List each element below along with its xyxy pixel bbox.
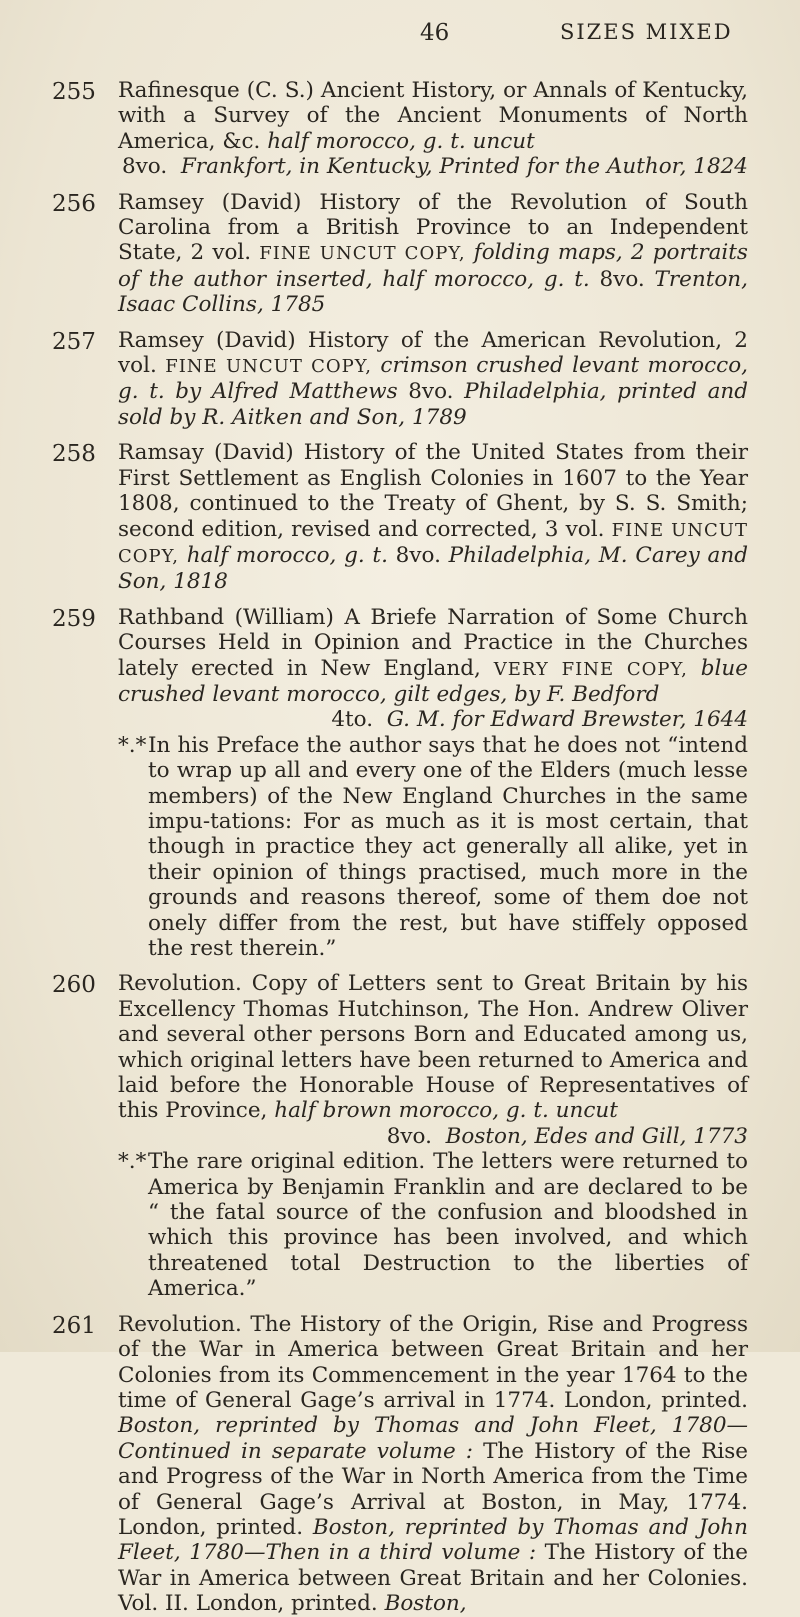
running-head xyxy=(0,20,800,50)
entry-description: Ramsey (David) History of the American Revolution, 2 vol. FINE UNCUT COPY, crimson crushed levant morocco, g. t. by Alfred Matthews 8vo. Philadelphia, printed and sold by R. Aitken and Son, 1789 xyxy=(118,327,749,430)
entry-description: Revolution. Copy of Letters sent to Great Britain by his Excellency Thomas Hutchinson, The Hon. Andrew Oliver and several other persons Born and Educated among us, which original letters have been returned to America and laid before the Honorable House of Representatives of this Province, half brown morocco, g. t. uncut 8vo. Boston, Edes and Gill, 1773 xyxy=(118,971,748,1149)
lot-number: 256 xyxy=(52,190,96,217)
lot-number: 259 xyxy=(52,605,96,632)
catalogue-entry xyxy=(52,78,748,180)
entry-description: Revolution. The History of the Origin, Rise and Progress of the War in America between Great Britain and her Colonies from its Commencement in the year 1764 to the time of General Gage’s arrival in 1774. London, printed. Boston, reprinted by Thomas and John Fleet, 1780—Continued in separate volume : The History of the Rise and Progress of the War in North America from the Time of General Gage’s Arrival at Boston, in May, 1774. London, printed. Boston, reprinted by Thomas and John Fleet, 1780—Then in a third volume : The History of the War in America between Great Britain and her Colonies. Vol. II. London, printed. Boston, xyxy=(118,1311,748,1617)
catalogue-entry xyxy=(52,190,748,318)
entry-description: Ramsay (David) History of the United States from their First Settlement as English Colonies in 1607 to the Year 1808, continued to the Treaty of Ghent, by S. S. Smith; second edition, revised and corrected, 3 vol. FINE UNCUT COPY, half morocco, g. t. 8vo. Philadelphia, M. Carey and Son, 1818 xyxy=(118,440,748,595)
entry-note: *.* The rare original edition. The letters were returned to America by Benjamin Franklin and are declared to be “ the fatal source of the confusion and bloodshed in which this province has been involved, and which threatened total Destruction to the liberties of America.” xyxy=(118,1149,748,1302)
imprint: 8vo. Frankfort, in Kentucky, Printed for the Author, 1824 xyxy=(121,154,748,180)
entry-note: *.* In his Preface the author says that he does not “intend to wrap up all and every one of the Elders (much lesse members) of the New England Churches in the same impu-tations: For as much as it is most certain, that though in practice they act generally all alike, yet in their opinion of things practised, much more in the grounds and reasons thereof, some of them doe not onely differ from the rest, but have stiffely opposed the rest therein.” xyxy=(118,732,748,961)
page-number: 46 xyxy=(420,20,450,46)
catalogue-entry xyxy=(52,1312,748,1617)
entry-description: Rafinesque (C. S.) Ancient History, or Annals of Kentucky, with a Survey of the Ancient Monuments of North America, &c. half morocco, g. t. uncut 8vo. Frankfort, in Kentucky, Printed for the Author, 1824 xyxy=(118,78,748,180)
imprint: 4to. G. M. for Edward Brewster, 1644 xyxy=(331,707,748,733)
lot-number: 257 xyxy=(52,328,96,355)
catalogue-entry xyxy=(52,971,748,1301)
note-marker: *.* xyxy=(118,732,147,758)
lot-number: 260 xyxy=(52,972,96,999)
note-marker: *.* xyxy=(118,1149,147,1175)
catalogue-entry xyxy=(52,605,748,962)
imprint: 8vo. Boston, Edes and Gill, 1773 xyxy=(386,1123,748,1149)
lot-number: 261 xyxy=(52,1312,96,1339)
lot-number: 255 xyxy=(52,79,96,105)
entry-description: Rathband (William) A Briefe Narration of Some Church Courses Held in Opinion and Practice in the Churches lately erected in New England, VERY FINE COPY, blue crushed levant morocco, gilt edges, by F. Bedford 4to. G. M. for Edward Brewster, 1644 xyxy=(118,604,748,733)
lot-number: 258 xyxy=(52,441,96,468)
section-title: SIZES MIXED xyxy=(560,20,733,44)
catalogue-entry xyxy=(52,328,748,431)
catalogue-entry xyxy=(52,440,748,594)
entry-description: Ramsey (David) History of the Revolution of South Carolina from a British Province to an Independent State, 2 vol. FINE UNCUT COPY, folding maps, 2 portraits of the author inserted, half morocco, g. t. 8vo. Trenton, Isaac Collins, 1785 xyxy=(118,189,748,318)
